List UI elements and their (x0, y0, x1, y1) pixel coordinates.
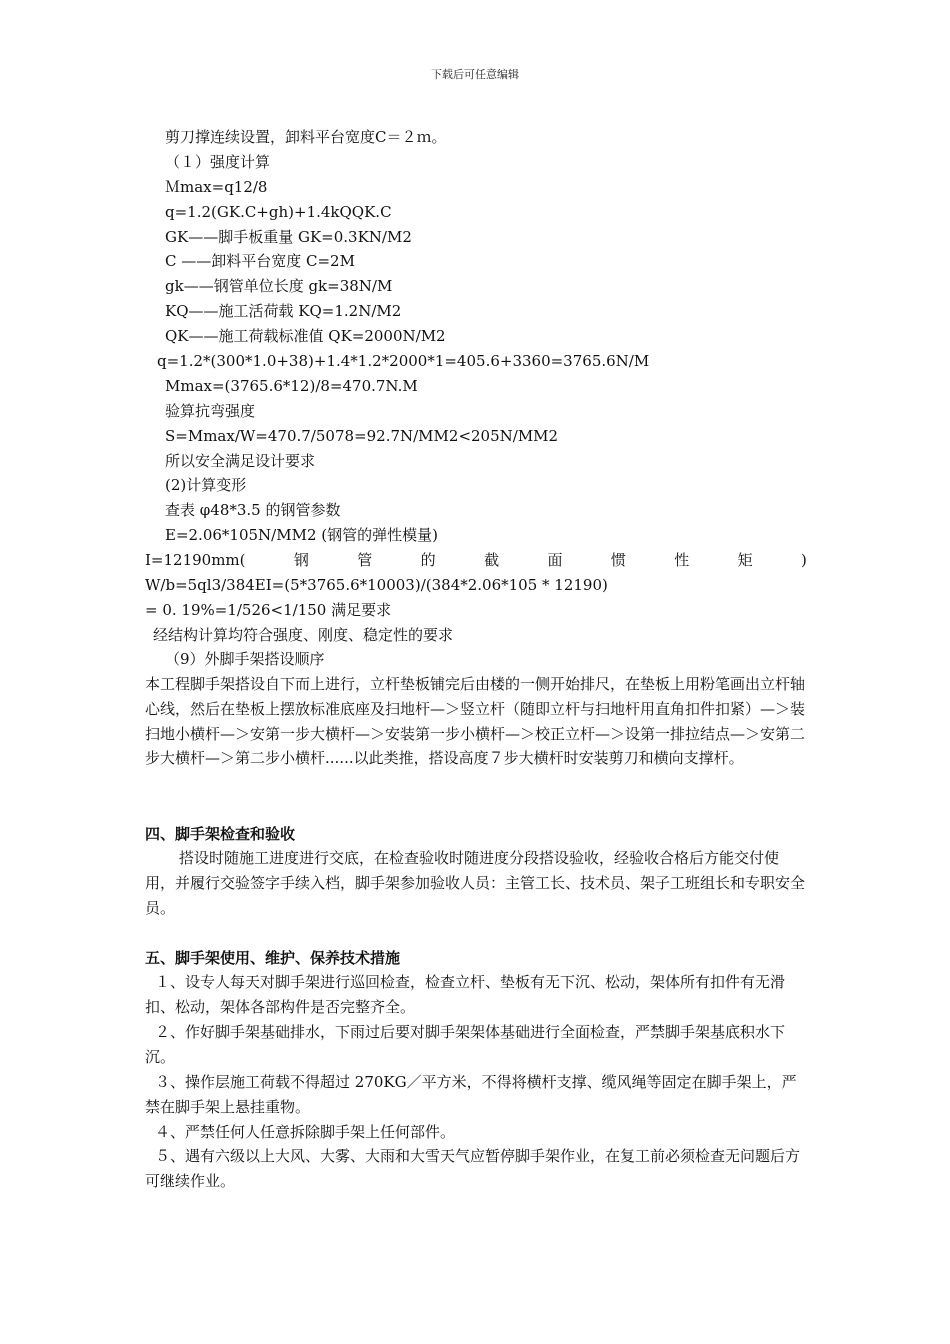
inertia-line (145, 551, 807, 569)
text-line: (2)计算变形 (165, 476, 247, 494)
text-line: C ——卸料平台宽度 C=2M (165, 252, 355, 270)
inertia-part: 截 (484, 551, 500, 569)
inertia-part: 惯 (610, 551, 626, 569)
text-line: 所以安全满足设计要求 (165, 452, 316, 470)
page-header: 下载后可任意编辑 (431, 68, 519, 81)
inertia-part: 矩 (737, 551, 753, 569)
text-line: E=2.06*105N/MM2 (钢管的弹性模量) (165, 526, 438, 544)
text-line: （１）强度计算 (165, 153, 271, 171)
text-line: gk——钢管单位长度 gk=38N/M (165, 277, 393, 295)
inertia-part: 钢 (293, 551, 309, 569)
text-line: S=Mmax/W=470.7/5078=92.7N/MM2<205N/MM2 (165, 427, 559, 445)
list-item: ４、严禁任何人任意拆除脚手架上任何部件。 (155, 1123, 456, 1141)
inertia-part: 的 (420, 551, 436, 569)
section-heading: 四、脚手架检查和验收 (145, 825, 296, 843)
text-line: q=1.2(GK.C+gh)+1.4kQQK.C (165, 203, 392, 221)
list-item: ５、遇有六级以上大风、大雾、大雨和大雪天气应暂停脚手架作业，在复工前必须检查无问题后方可继续作业。 (145, 1147, 801, 1190)
list-item: １、设专人每天对脚手架进行巡回检查，检查立杆、垫板有无下沉、松动，架体所有扣件有无滑扣、松动，架体各部构件是否完整齐全。 (145, 973, 786, 1016)
text-line: = 0. 19%=1/526<1/150 满足要求 (145, 601, 392, 619)
text-line: q=1.2*(300*1.0+38)+1.4*1.2*2000*1=405.6+3360=3765.6N/M (157, 352, 650, 370)
text-line: QK——施工荷载标准值 QK=2000N/M2 (165, 327, 446, 345)
text-line: 查表 φ48*3.5 的钢管参数 (165, 501, 341, 519)
text-line: KQ——施工活荷载 KQ=1.2N/M2 (165, 302, 402, 320)
inertia-part: 面 (547, 551, 563, 569)
section-heading: 五、脚手架使用、维护、保养技术措施 (145, 949, 401, 967)
inertia-part: I=12190mm( (145, 551, 246, 569)
inertia-part: 管 (357, 551, 373, 569)
inertia-part: ) (801, 551, 807, 569)
list-item: ２、作好脚手架基础排水，下雨过后要对脚手架架体基础进行全面检查，严禁脚手架基底积水下沉。 (145, 1023, 786, 1066)
text-line: GK——脚手板重量 GK=0.3KN/M2 (165, 228, 412, 246)
text-line: Ｍmax=q12/8 (165, 178, 268, 196)
text-line: W/b=5ql3/384EI=(5*3765.6*10003)/(384*2.06*105 * 12190) (145, 576, 608, 594)
sequence-paragraph: 本工程脚手架搭设自下而上进行，立杆垫板铺完后由楼的一侧开始排尺，在垫板上用粉笔画出立杆轴心线，然后在垫板上摆放标准底座及扫地杆—＞竖立杆（随即立杆与扫地杆用直角扣件扣紧）—＞装扫地小横杆—＞安第一步大横杆—＞安装第一步小横杆—＞校正立杆—＞设第一排拉结点—＞安第二步大横杆—＞第二步小横杆......以此类推，搭设高度７步大横杆时安装剪刀和横向支撑杆。 (145, 675, 806, 768)
text-line: Mmax=(3765.6*12)/8=470.7N.M (165, 377, 418, 395)
section-paragraph: 搭设时随施工进度进行交底，在检查验收时随进度分段搭设验收，经验收合格后方能交付使用，并履行交验签字手续入档，脚手架参加验收人员：主管工长、技术员、架子工班组长和专职安全员。 (145, 849, 806, 917)
text-line: （9）外脚手架搭设顺序 (165, 650, 325, 668)
text-line: 剪刀撑连续设置，卸料平台宽度C＝２ｍ。 (165, 128, 447, 146)
text-line: 经结构计算均符合强度、刚度、稳定性的要求 (153, 626, 454, 644)
text-line: 验算抗弯强度 (165, 402, 256, 420)
inertia-part: 性 (674, 551, 690, 569)
list-item: ３、操作层施工荷载不得超过 270KG／平方米，不得将横杆支撑、缆风绳等固定在脚手架上，严禁在脚手架上悬挂重物。 (145, 1073, 797, 1116)
